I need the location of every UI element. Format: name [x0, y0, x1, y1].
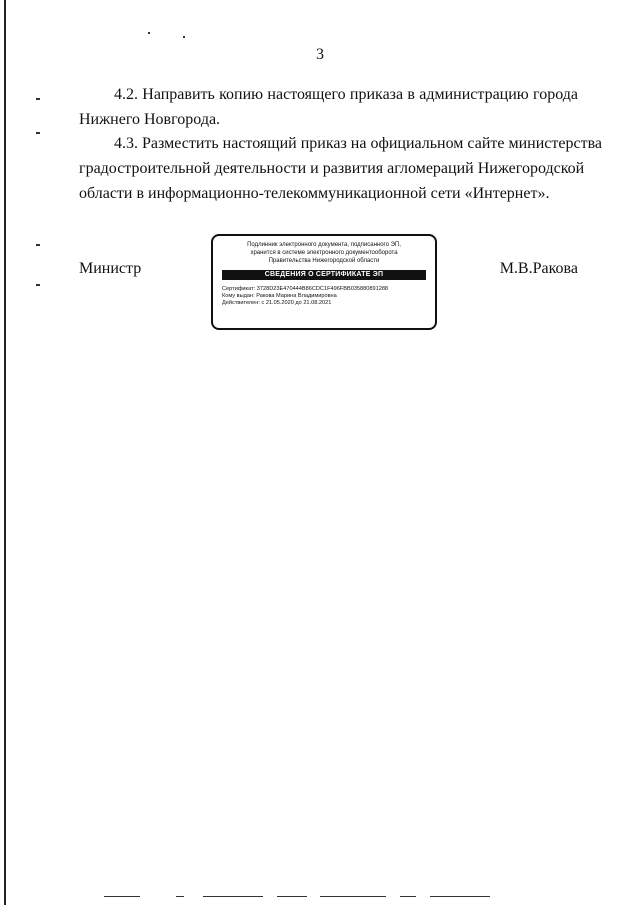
certificate-label: Сертификат:	[222, 286, 256, 292]
signatory-role: Министр	[79, 260, 142, 277]
scan-left-edge	[4, 0, 6, 905]
paragraph-line: Нижнего Новгорода.	[79, 111, 221, 128]
scan-mark	[36, 98, 40, 100]
paragraph-4-3	[79, 131, 603, 206]
issued-to-value: Ракова Марина Владимировна	[256, 293, 337, 299]
paragraph-4-2	[79, 82, 578, 132]
scan-mark	[183, 36, 185, 38]
paragraph-line: 4.2. Направить копию настоящего приказа в администрацию города	[114, 86, 578, 103]
validity-value: с 21.05.2020 до 21.08.2021	[261, 300, 332, 306]
page-number: 3	[316, 46, 324, 63]
electronic-signature-stamp	[211, 234, 437, 330]
scan-mark	[148, 32, 150, 34]
stamp-title: СВЕДЕНИЯ О СЕРТИФИКАТЕ ЭП	[222, 270, 426, 280]
scan-bottom-mark	[400, 896, 416, 897]
certificate-row	[222, 286, 435, 293]
scan-bottom-mark	[430, 896, 490, 897]
scan-mark	[36, 132, 40, 134]
validity-row	[222, 300, 435, 307]
issued-to-row	[222, 293, 435, 300]
stamp-header-line: хранится в системе электронного документооборота	[250, 250, 398, 256]
scan-mark	[36, 284, 40, 286]
signatory-name: М.В.Ракова	[499, 260, 578, 277]
paragraph-line: области в информационно-телекоммуникационной сети «Интернет».	[79, 185, 550, 202]
scan-mark	[36, 244, 40, 246]
paragraph-line: 4.3. Разместить настоящий приказ на официальном сайте министерства	[114, 135, 603, 152]
scan-bottom-mark	[176, 896, 184, 897]
issued-to-label: Кому выдан:	[222, 293, 255, 299]
scan-bottom-mark	[277, 896, 307, 897]
stamp-header-line: Подлинник электронного документа, подписанного ЭП,	[247, 242, 401, 248]
scan-bottom-mark	[320, 896, 386, 897]
paragraph-line: градостроительной деятельности и развития агломераций Нижегородской	[79, 160, 585, 177]
stamp-details	[213, 280, 435, 307]
certificate-value: 3728D23E470444B86CDC1F496FBB035880891288	[256, 286, 389, 292]
scan-bottom-mark	[203, 896, 263, 897]
stamp-header-line: Правительства Нижегородской области	[268, 258, 380, 264]
stamp-header	[213, 236, 435, 265]
scan-bottom-mark	[104, 896, 140, 897]
validity-label: Действителен:	[222, 300, 260, 306]
